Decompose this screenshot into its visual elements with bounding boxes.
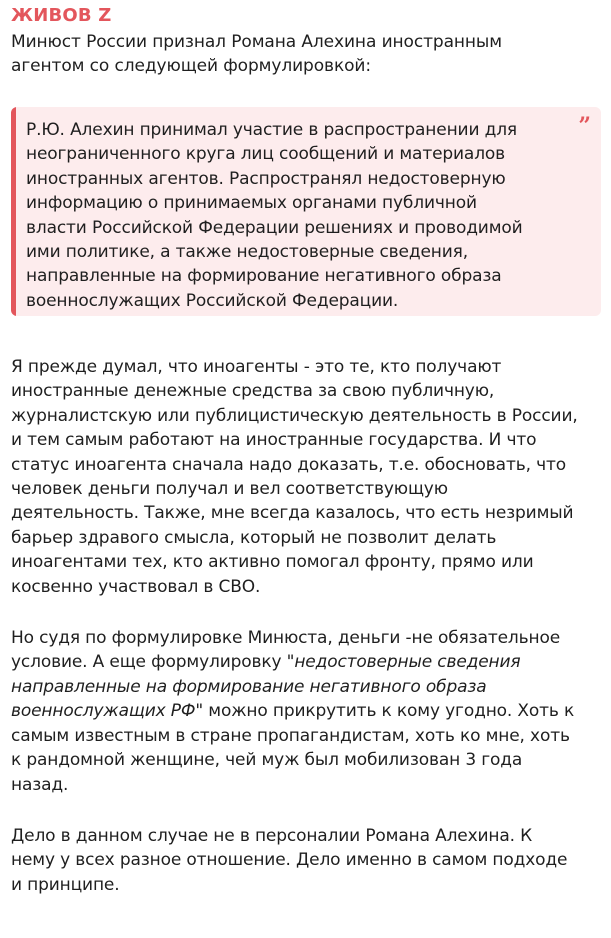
paragraph-2-text-after: можно прикрутить к кому угодно. Хоть к самым известным в стране пропагандистам, хоть ко мне, хоть к рандомной женщине, чей муж был мобилизован 3 года назад. xyxy=(11,701,575,795)
paragraph-2-text-before: Но судя по формулировке Минюста, деньги -не обязательное условие. А еще формулировку xyxy=(11,628,561,673)
quote-block xyxy=(11,107,601,316)
post-paragraph-1: Я прежде думал, что иноагенты - это те, кто получают иностранные денежные средства за свою публичную, журналистскую или публицистическую деятельность в России, и тем самым работают на иностранные государства. И что статус иноагента сначала надо доказать, т.е. обосновать, что человек деньги получал и вел соответствующую деятельность. Также, мне всегда казалось, что есть незримый барьер здравого смысла, который не позволит делать иноагентами тех, кто активно помогал фронту, прямо или косвенно участвовал в СВО. xyxy=(11,357,578,597)
post-paragraph-2 xyxy=(11,626,607,797)
paragraph-2-italic-quote: "недостоверные сведения направленные на формирование негативного образа военнослужащих РФ" xyxy=(11,652,521,722)
quote-mark-icon: ” xyxy=(578,113,591,139)
post-intro-text: Минюст России признал Романа Алехина иностранным агентом со следующей формулировкой: xyxy=(11,32,502,76)
post-paragraph-3: Дело в данном случае не в персоналии Романа Алехина. К нему у всех разное отношение. Дело именно в самом подходе и принципе. xyxy=(11,825,568,895)
message-post xyxy=(11,0,607,897)
channel-name[interactable]: ЖИВОВ Z xyxy=(11,5,112,26)
quote-accent-bar xyxy=(11,107,16,316)
quote-text: Р.Ю. Алехин принимал участие в распространении для неограниченного круга лиц сообщений и материалов иностранных агентов. Распространял недостоверную информацию о принимаемых органами публичной власти Российской Федерации решениях и проводимой ими политике, а также недостоверные сведения, направленные на формирование негативного образа военнослужащих Российской Федерации. xyxy=(26,120,523,311)
